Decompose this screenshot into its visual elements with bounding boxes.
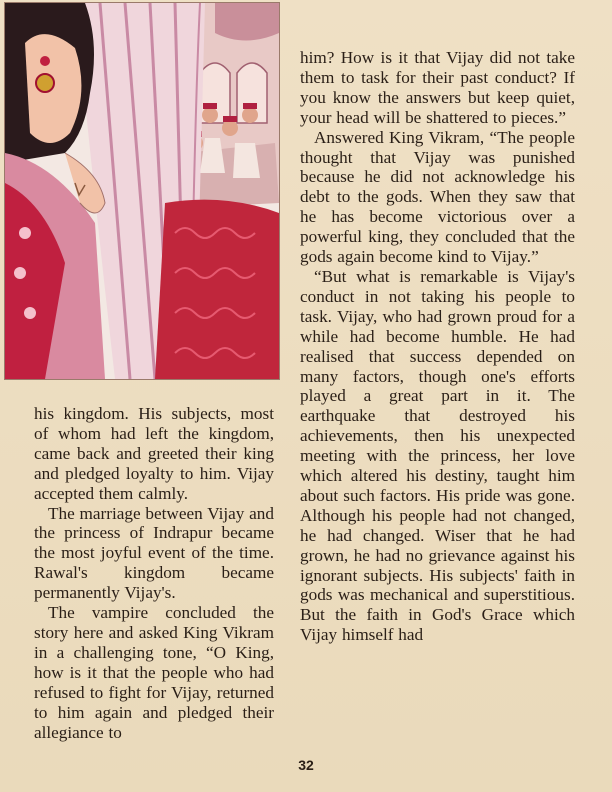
page-number: 32 [298, 757, 314, 773]
princess-behind-curtain-illustration [5, 3, 279, 379]
princess-illustration [4, 2, 280, 380]
paragraph: Answered King Vikram, “The people thought that Vijay was punished because he did not acknowledge his debt to the gods. When they saw that he has become victorious over a powerful king, they concluded that the gods again become kind to Vijay.” [300, 127, 575, 267]
paragraph: him? How is it that Vijay did not take them to task for their past conduct? If you know the answers but keep quiet, your head will be shattered to pieces.” [300, 48, 575, 127]
paragraph: The vampire concluded the story here and asked King Vikram in a challenging tone, “O King, how is it that the people who had refused to fight for Vijay, returned to him again and pledged their allegiance to [34, 603, 274, 742]
left-text-column [34, 404, 274, 742]
right-text-column [300, 48, 575, 645]
paragraph: “But what is remarkable is Vijay's conduct in not taking his people to task. Vijay, who had grown proud for a while had become humble. He had realised that success depended on many factors, though one's efforts played a great part in it. The earthquake that destroyed his achievements, then his unexpected meeting with the princess, her love which altered his destiny, taught him about such factors. His pride was gone. Although his people had not changed, he had changed. Wiser that he had grown, he had no grievance against his ignorant subjects. His subjects' faith in gods was mechanical and superstitious. But the faith in God's Grace which Vijay himself had [300, 266, 575, 645]
paragraph: his kingdom. His subjects, most of whom had left the kingdom, came back and greeted their king and pledged loyalty to him. Vijay accepted them calmly. [34, 404, 274, 503]
paragraph: The marriage between Vijay and the princess of Indrapur became the most joyful event of the time. Rawal's kingdom became permanently Vijay's. [34, 503, 274, 603]
